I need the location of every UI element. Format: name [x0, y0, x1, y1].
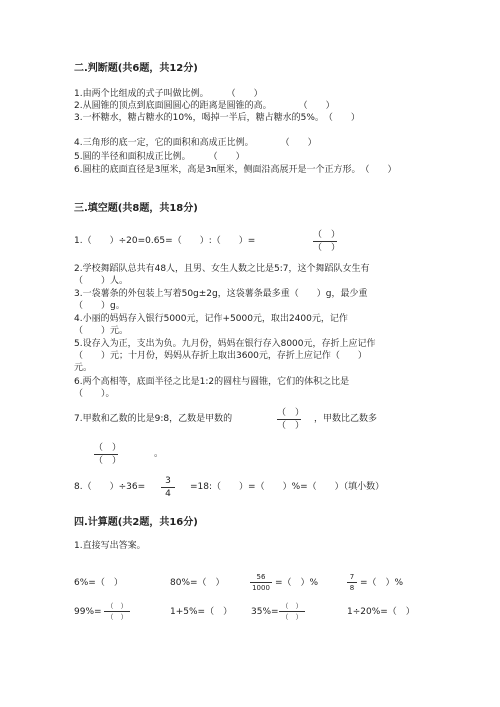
- judge-item-6: 6.圆柱的底面直径是3厘米，高是3π厘米，侧面沿高展开是一个正方形。 （ ）: [74, 165, 397, 175]
- judge-item-2: 2.从圆锥的顶点到底面圆圆心的距离是圆锥的高。 （ ）: [74, 101, 335, 111]
- fill-q1: 1.（ ）÷20=0.65=（ ）:（ ）=: [74, 236, 256, 246]
- fill-q5-line1: 5.设存入为正，支出为负。九月份，妈妈在银行存入8000元，存折上应记作: [74, 339, 376, 349]
- fraction-numerator: （ ）: [94, 443, 122, 453]
- judge-item-4: 4.三角形的底一定，它的面积和高成正比例。 （ ）: [74, 138, 317, 148]
- fill-q7-fraction-1: [277, 408, 305, 431]
- fill-q6-line1: 6.两个高相等，底面半径之比是1:2的圆柱与圆锥，它们的体积之比是: [74, 377, 350, 387]
- fill-q3-line1: 3.一袋薯条的外包装上写着50g±2g，这袋薯条最多重（ ）g，最少重: [74, 289, 368, 299]
- fraction-denominator: （ ）: [281, 613, 303, 621]
- fraction-denominator: （ ）: [277, 421, 305, 431]
- fraction-numerator: 56: [256, 573, 266, 581]
- judge-item-5: 5.圆的半径和面积成正比例。 （ ）: [74, 152, 245, 162]
- calc-r2c1: 99%=: [74, 607, 102, 617]
- fraction-numerator: （ ）: [106, 602, 128, 610]
- fill-q7-line1: 7.甲数和乙数的比是9:8，乙数是甲数的: [74, 414, 233, 424]
- section-title-fill: 三.填空题(共8题，共18分): [74, 203, 198, 214]
- calc-r2c4: 1÷20%=（ ）: [347, 607, 415, 617]
- calc-r1c4-fraction: [347, 573, 357, 592]
- calc-r1c4-tail: =（ ）%: [360, 578, 404, 588]
- fill-q1-fraction: [313, 230, 341, 253]
- fill-q7-line1-tail: ，甲数比乙数多: [314, 414, 378, 424]
- fraction-bar: [161, 487, 175, 488]
- calc-r2c2: 1+5%=（ ）: [170, 607, 233, 617]
- fraction-numerator: 7: [349, 573, 355, 581]
- fraction-numerator: （ ）: [313, 230, 341, 240]
- calc-r1c3-tail: =（ ）%: [275, 578, 319, 588]
- fill-q7-fraction-2: [94, 443, 122, 466]
- fraction-numerator: 3: [165, 476, 171, 486]
- calc-intro: 1.直接写出答案。: [74, 541, 146, 551]
- fraction-bar: [279, 611, 305, 612]
- fraction-numerator: （ ）: [281, 602, 303, 610]
- fill-q5-line3: 元。: [74, 363, 93, 373]
- fill-q4-line2: （ ）元。: [74, 326, 129, 336]
- fraction-denominator: （ ）: [313, 243, 341, 253]
- fill-q2-line1: 2.学校舞蹈队总共有48人，且男、女生人数之比是5:7，这个舞蹈队女生有: [74, 264, 370, 274]
- fraction-bar: [347, 582, 357, 583]
- judge-item-3: 3.一杯糖水，糖占糖水的10%，喝掉一半后，糖占糖水的5%。 （ ）: [74, 113, 360, 123]
- fill-q7-period: 。: [154, 449, 164, 459]
- fraction-denominator: 4: [165, 489, 171, 499]
- fill-q3-line2: （ ）g。: [74, 301, 125, 311]
- calc-r1c3-fraction: [250, 573, 272, 592]
- judge-item-1: 1.由两个比组成的式子叫做比例。 （ ）: [74, 89, 263, 99]
- fill-q4-line1: 4.小丽的妈妈存入银行5000元，记作+5000元，取出2400元，记作: [74, 314, 348, 324]
- fill-q6-line2: （ ）。: [74, 389, 115, 399]
- calc-r2c1-fraction: [104, 602, 130, 621]
- fraction-bar: [94, 454, 118, 455]
- fraction-bar: [313, 241, 337, 242]
- fill-q8-head: 8.（ ）÷36=: [74, 482, 146, 492]
- fraction-denominator: （ ）: [106, 613, 128, 621]
- calc-r2c3: 35%=: [251, 607, 279, 617]
- fill-q8-tail: =18:（ ）=（ ）%=（ ）（填小数）: [190, 482, 385, 492]
- section-title-calc: 四.计算题(共2题，共16分): [74, 517, 198, 528]
- fraction-denominator: 8: [349, 584, 355, 592]
- calc-r1c1: 6%=（ ）: [74, 578, 123, 588]
- fill-q5-line2: （ ）元；十月份，妈妈从存折上取出3600元，存折上应记作（ ）: [74, 351, 367, 361]
- fill-q2-line2: （ ）人。: [74, 276, 129, 286]
- fraction-numerator: （ ）: [277, 408, 305, 418]
- section-title-judge: 二.判断题(共6题，共12分): [74, 63, 198, 74]
- calc-r1c2: 80%=（ ）: [170, 578, 225, 588]
- calc-r2c3-fraction: [279, 602, 305, 621]
- fill-q8-fraction: [161, 476, 175, 499]
- fraction-bar: [250, 582, 272, 583]
- fraction-bar: [104, 611, 130, 612]
- fraction-bar: [277, 419, 301, 420]
- fraction-denominator: 1000: [252, 584, 270, 592]
- fraction-denominator: （ ）: [94, 456, 122, 466]
